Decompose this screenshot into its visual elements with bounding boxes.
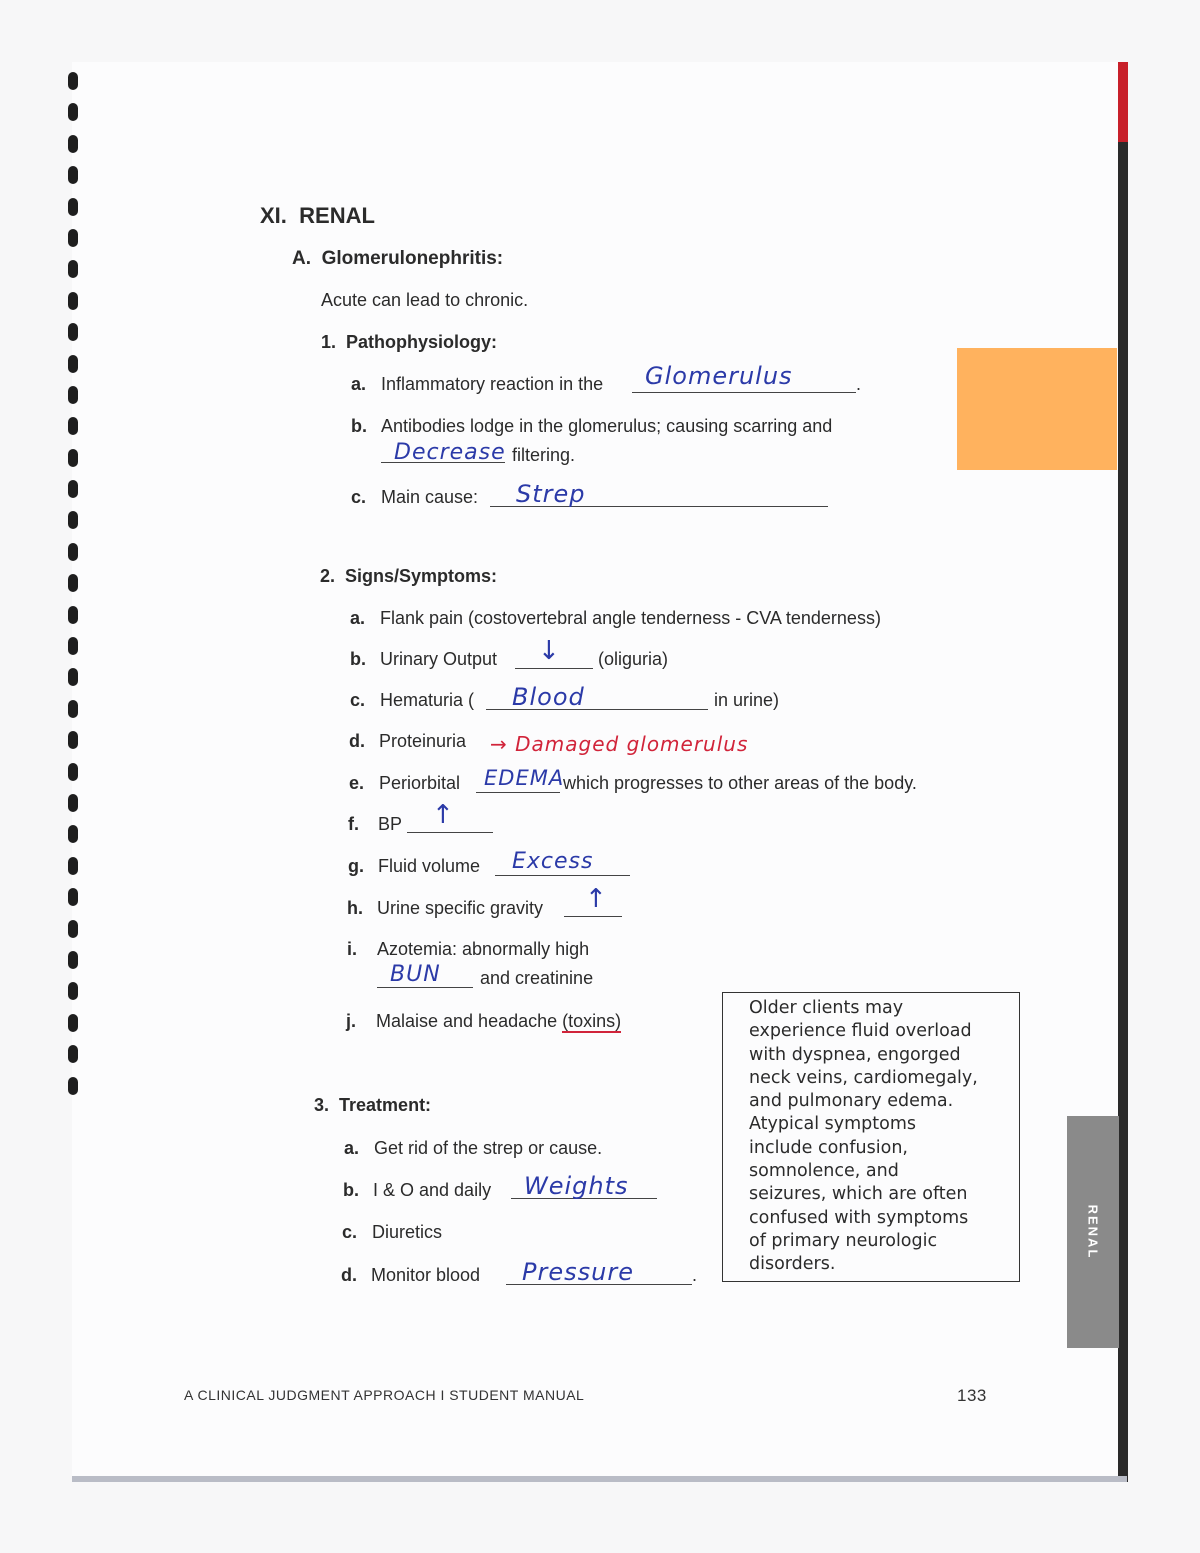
signs-item-b xyxy=(350,649,497,670)
heading-number: 3. xyxy=(314,1095,330,1115)
item-end: which progresses to other areas of the body. xyxy=(563,773,917,793)
patho-item-b xyxy=(351,416,832,437)
handwritten-answer: EDEMA xyxy=(484,766,565,790)
binding-ring xyxy=(68,386,78,404)
binding-ring xyxy=(68,229,78,247)
binding-ring xyxy=(68,72,78,90)
item-text: Get rid of the strep or cause. xyxy=(374,1138,603,1158)
item-end: (oliguria) xyxy=(598,649,669,669)
binding-ring xyxy=(68,511,78,529)
binding-ring xyxy=(68,292,78,310)
item-end: and creatinine xyxy=(480,968,594,988)
item-text: Antibodies lodge in the glomerulus; causing scarring and xyxy=(381,416,833,436)
handwritten-answer: Blood xyxy=(512,683,585,711)
item-label: f. xyxy=(348,814,359,834)
subsection-intro: Acute can lead to chronic. xyxy=(321,290,529,310)
signs-item-i xyxy=(347,939,589,960)
item-label: c. xyxy=(351,487,367,507)
footer-title: A CLINICAL JUDGMENT APPROACH I STUDENT MANUAL xyxy=(184,1387,585,1403)
binding-ring xyxy=(68,606,78,624)
handwritten-answer: BUN xyxy=(390,962,441,987)
handwritten-answer: Strep xyxy=(516,480,586,508)
signs-item-j xyxy=(346,1011,621,1032)
treatment-item-b xyxy=(343,1180,491,1201)
handwritten-answer: Decrease xyxy=(394,440,506,465)
section-number: XI. xyxy=(260,203,287,228)
item-label: h. xyxy=(347,898,363,918)
heading-title: Pathophysiology: xyxy=(346,332,498,352)
heading-number: 2. xyxy=(320,566,336,586)
toxins-underlined: (toxins) xyxy=(562,1011,622,1031)
item-text: Azotemia: abnormally high xyxy=(377,939,590,959)
subsection-heading xyxy=(292,248,503,270)
item-label: c. xyxy=(350,690,366,710)
callout-line: Atypical symptoms xyxy=(749,1114,916,1135)
signs-item-c xyxy=(350,690,474,711)
page-number: 133 xyxy=(957,1386,987,1405)
binding-ring xyxy=(68,794,78,812)
older-clients-callout xyxy=(722,992,1020,1282)
item-label: b. xyxy=(351,416,367,436)
item-text: I & O and daily xyxy=(373,1180,492,1200)
binding-ring xyxy=(68,417,78,435)
binding-ring xyxy=(68,951,78,969)
item-text: Inflammatory reaction in the xyxy=(381,374,604,394)
item-label: j. xyxy=(346,1011,357,1031)
handwritten-answer: Weights xyxy=(524,1172,629,1200)
binding-ring xyxy=(68,888,78,906)
callout-line: seizures, which are often xyxy=(749,1184,968,1205)
item-text: Main cause: xyxy=(381,487,479,507)
callout-line: with dyspnea, engorged xyxy=(749,1044,961,1065)
item-text: Flank pain (costovertebral angle tenderness - CVA tenderness) xyxy=(380,608,881,628)
binding-ring xyxy=(68,355,78,373)
callout-line: of primary neurologic xyxy=(749,1230,938,1251)
item-text: Monitor blood xyxy=(371,1265,481,1285)
binding-ring xyxy=(68,449,78,467)
binding-ring xyxy=(68,982,78,1000)
signs-item-e xyxy=(349,773,460,794)
section-title: RENAL xyxy=(299,203,375,228)
binding-ring xyxy=(68,480,78,498)
item-label: a. xyxy=(350,608,366,628)
callout-line: neck veins, cardiomegaly, xyxy=(749,1067,978,1088)
item-label: b. xyxy=(343,1180,359,1200)
item-text: Urinary Output xyxy=(380,649,498,669)
callout-line: include confusion, xyxy=(749,1137,908,1158)
handwritten-note: → Damaged glomerulus xyxy=(490,732,749,756)
binding-ring xyxy=(68,103,78,121)
callout-line: and pulmonary edema. xyxy=(749,1091,954,1112)
binding-ring xyxy=(68,1014,78,1032)
item-label: b. xyxy=(350,649,366,669)
callout-line: experience fluid overload xyxy=(749,1021,972,1042)
item-label: d. xyxy=(349,731,365,751)
item-label: a. xyxy=(351,374,367,394)
patho-item-a xyxy=(351,374,603,395)
item-end: . xyxy=(692,1265,698,1285)
signs-item-h xyxy=(347,898,543,919)
item-text: BP xyxy=(378,814,403,834)
item-text: Urine specific gravity xyxy=(377,898,544,918)
treatment-item-c xyxy=(342,1222,442,1243)
item-text: Diuretics xyxy=(372,1222,443,1242)
treatment-item-d xyxy=(341,1265,480,1286)
handwritten-answer: Glomerulus xyxy=(645,362,793,390)
item-end: . xyxy=(856,374,862,394)
callout-line: disorders. xyxy=(749,1254,836,1275)
callout-line: Older clients may xyxy=(749,998,904,1018)
up-arrow-icon: ↑ xyxy=(432,800,454,830)
binding-ring xyxy=(68,763,78,781)
binding-ring xyxy=(68,920,78,938)
section-heading xyxy=(260,203,375,229)
binding-ring xyxy=(68,135,78,153)
binding-ring xyxy=(68,1077,78,1095)
item-text: Hematuria ( xyxy=(380,690,475,710)
item-text: Periorbital xyxy=(379,773,461,793)
item-text: Fluid volume xyxy=(378,856,481,876)
item-label: i. xyxy=(347,939,358,959)
signs-item-g xyxy=(348,856,480,877)
handwritten-answer: Excess xyxy=(512,849,594,874)
binding-ring xyxy=(68,574,78,592)
binding-ring xyxy=(68,825,78,843)
item-end: in urine) xyxy=(714,690,780,710)
item-text: Malaise and headache xyxy=(376,1011,558,1031)
section-side-tab xyxy=(1067,1116,1119,1348)
item-label: e. xyxy=(349,773,365,793)
side-tab-label: RENAL xyxy=(1085,1204,1101,1260)
callout-line: somnolence, and xyxy=(749,1161,899,1182)
subsection-label: A. xyxy=(292,248,311,269)
red-tab-edge xyxy=(1118,62,1128,142)
binding-ring xyxy=(68,323,78,341)
item-text: Proteinuria xyxy=(379,731,467,751)
binding-ring xyxy=(68,260,78,278)
heading-title: Treatment: xyxy=(339,1095,432,1115)
signs-item-a xyxy=(350,608,881,629)
signs-heading xyxy=(320,566,497,587)
binding-ring xyxy=(68,857,78,875)
treatment-item-a xyxy=(344,1138,602,1159)
heading-number: 1. xyxy=(321,332,337,352)
page-edge xyxy=(1118,62,1128,1482)
callout-line: confused with symptoms xyxy=(749,1207,969,1228)
treatment-heading xyxy=(314,1095,431,1116)
binding-ring xyxy=(68,668,78,686)
binding-ring xyxy=(68,700,78,718)
item-label: a. xyxy=(344,1138,360,1158)
patho-item-c xyxy=(351,487,478,508)
pathophysiology-heading xyxy=(321,332,497,353)
item-label: d. xyxy=(341,1265,357,1285)
signs-item-f xyxy=(348,814,402,835)
heading-title: Signs/Symptoms: xyxy=(345,566,498,586)
binding-ring xyxy=(68,198,78,216)
binding-ring xyxy=(68,166,78,184)
handwritten-answer: Pressure xyxy=(522,1258,634,1286)
subsection-title: Glomerulonephritis: xyxy=(321,248,504,269)
item-label: g. xyxy=(348,856,364,876)
signs-item-d xyxy=(349,731,466,752)
spiral-binding xyxy=(68,72,82,1112)
item-label: c. xyxy=(342,1222,358,1242)
binding-ring xyxy=(68,637,78,655)
binding-ring xyxy=(68,1045,78,1063)
down-arrow-icon: ↓ xyxy=(538,636,560,666)
sticky-note-tab xyxy=(957,348,1117,470)
item-end: filtering. xyxy=(512,445,576,465)
up-arrow-icon: ↑ xyxy=(585,884,607,914)
page-bottom-edge xyxy=(72,1476,1127,1482)
binding-ring xyxy=(68,731,78,749)
binding-ring xyxy=(68,543,78,561)
